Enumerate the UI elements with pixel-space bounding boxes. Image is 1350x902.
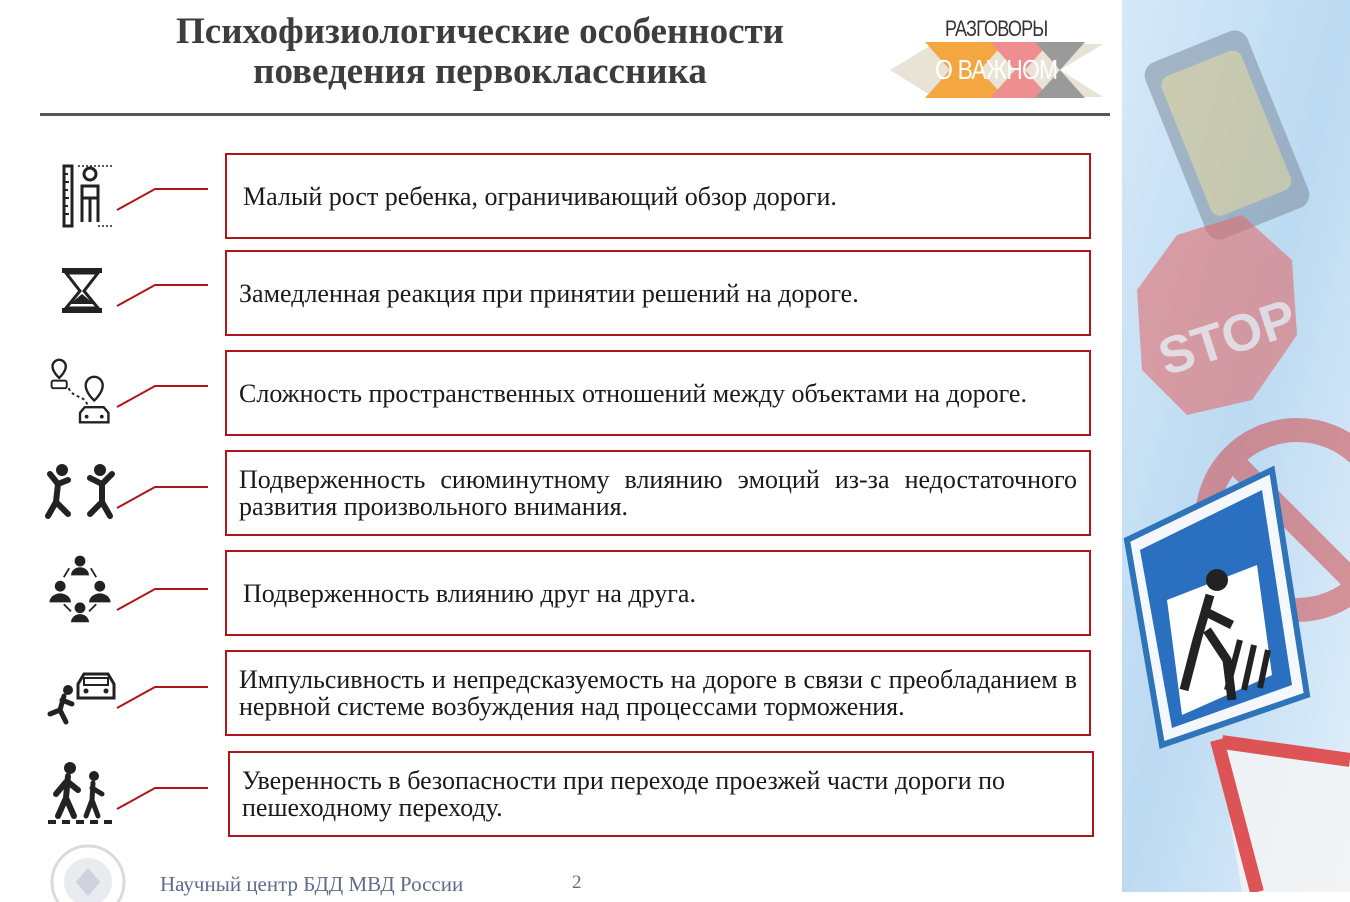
child-running-car-icon xyxy=(40,660,120,732)
feature-text: Замедленная реакция при принятии решений на дороге. xyxy=(239,278,859,308)
pedestrians-crossing-icon xyxy=(40,758,120,830)
connector-line xyxy=(115,186,210,212)
title-divider xyxy=(40,113,1110,116)
feature-box xyxy=(225,350,1091,436)
feature-box xyxy=(225,650,1091,736)
feature-text: Подверженность влиянию друг на друга. xyxy=(243,578,696,608)
page-number: 2 xyxy=(572,872,582,893)
footer-organization: Научный центр БДД МВД России xyxy=(160,872,464,896)
feature-text: Импульсивность и непредсказуемость на дороге в связи с преобладанием в нервной системе возбуждения над процессами торможения. xyxy=(239,665,1077,721)
feature-box xyxy=(225,153,1091,239)
feature-box xyxy=(225,550,1091,636)
connector-line xyxy=(115,282,210,308)
feature-box xyxy=(225,250,1091,336)
connector-line xyxy=(115,785,210,811)
feature-text: Подверженность сиюминутному влиянию эмоций из-за недостаточного развития произвольного внимания. xyxy=(239,465,1077,521)
logo-top-text: РАЗГОВОРЫ xyxy=(945,16,1048,41)
connector-line xyxy=(115,586,210,612)
feature-box xyxy=(228,751,1094,837)
title-line-2: поведения первоклассника xyxy=(253,51,707,92)
route-map-car-icon xyxy=(40,356,120,428)
feature-box xyxy=(225,450,1091,536)
road-signs-decoration xyxy=(1122,0,1350,892)
connector-line xyxy=(115,684,210,710)
height-ruler-icon xyxy=(40,160,120,232)
feature-text: Сложность пространственных отношений между объектами на дороге. xyxy=(239,378,1027,408)
connector-line xyxy=(115,484,210,510)
logo-main-text: О ВАЖНОМ xyxy=(935,54,1058,85)
feature-text: Уверенность в безопасности при переходе проезжей части дороги по пешеходному переходу. xyxy=(242,766,1006,822)
slide-title xyxy=(60,12,900,92)
feature-text: Малый рост ребенка, ограничивающий обзор дороги. xyxy=(243,181,837,211)
connector-line xyxy=(115,383,210,409)
people-network-icon xyxy=(40,552,120,624)
svg-text:STOP: STOP xyxy=(1151,288,1304,388)
hourglass-icon xyxy=(40,256,120,328)
police-emblem-icon xyxy=(38,842,138,902)
title-line-1: Психофизиологические особенности xyxy=(176,11,784,52)
razgovory-logo xyxy=(885,12,1115,102)
jumping-kids-icon xyxy=(40,458,120,530)
